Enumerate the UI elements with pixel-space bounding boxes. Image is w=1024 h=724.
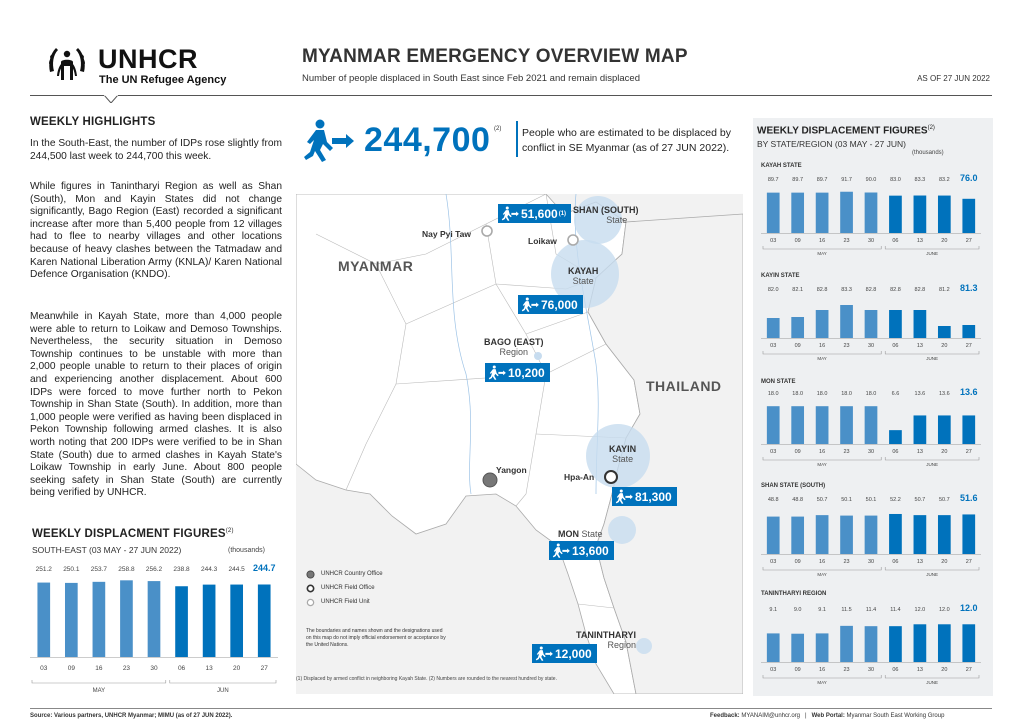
as-of-date: AS OF 27 JUN 2022 (917, 74, 990, 83)
tick-label: 30 (867, 343, 875, 349)
chart-kayah-state (757, 158, 989, 268)
tick-label: 23 (843, 559, 850, 565)
data-label: 83.3 (914, 177, 926, 183)
badge-value-bago-east: 10,200 (508, 365, 545, 380)
data-label: 83.0 (890, 177, 901, 183)
badge-value-mon: 13,600 (572, 543, 609, 558)
town-label-loikaw: Loikaw (528, 236, 557, 246)
data-label: 238.8 (173, 566, 190, 573)
state-figures-title-sup: (2) (927, 125, 935, 131)
bar (840, 516, 853, 554)
data-label: 83.2 (938, 177, 950, 183)
footer-source (30, 713, 232, 719)
data-label: 250.1 (63, 566, 80, 573)
data-label: 256.2 (145, 566, 163, 573)
badge-value-kayah: 76,000 (541, 297, 578, 312)
bar (767, 406, 780, 444)
tick-label: 23 (843, 343, 850, 349)
month-bracket (763, 457, 881, 460)
tick-label: 20 (233, 665, 241, 672)
chart-tanintharyi-region (757, 586, 989, 694)
data-label: 258.8 (118, 566, 135, 573)
bar (914, 415, 927, 444)
tick-label: 06 (892, 238, 899, 244)
data-label: 89.7 (792, 177, 804, 183)
tick-label: 27 (965, 667, 972, 673)
badge-value-tanintharyi: 12,000 (555, 646, 592, 661)
tanintharyi-circle (636, 638, 652, 654)
bar (65, 583, 78, 657)
region-label-bago-east (484, 337, 544, 357)
bar (816, 633, 829, 662)
bar (938, 515, 951, 554)
legend-item-field-office (306, 582, 446, 594)
region-name-kayin: KAYIN (609, 444, 637, 454)
month-bracket (763, 246, 881, 249)
tick-label: 23 (843, 667, 850, 673)
map-legend (306, 568, 446, 610)
displaced-person-icon (521, 297, 539, 312)
town-label-nay-pyi-taw: Nay Pyi Taw (422, 229, 471, 239)
data-label: 13.6 (938, 391, 950, 397)
tick-label: 20 (941, 238, 948, 244)
field-unit-icon (306, 598, 315, 607)
tick-label: 30 (150, 665, 158, 672)
tick-label: 20 (941, 667, 948, 673)
bar (962, 199, 975, 233)
bar (230, 585, 243, 657)
data-label: 76.0 (960, 173, 978, 183)
loikaw-marker (568, 235, 578, 245)
bar (816, 310, 829, 338)
data-label: 13.6 (960, 387, 978, 397)
tick-label: 20 (941, 449, 948, 455)
org-tagline: The UN Refugee Agency (99, 74, 227, 86)
data-label: 18.0 (865, 391, 877, 397)
tick-label: 23 (843, 449, 850, 455)
bar (816, 193, 829, 233)
state-figures-title (757, 125, 935, 136)
data-label: 18.0 (841, 391, 852, 397)
data-label: 83.3 (841, 287, 852, 293)
tick-label: 09 (67, 665, 75, 672)
tick-label: 27 (965, 238, 972, 244)
bar (791, 634, 804, 662)
hpa-an-marker (605, 471, 617, 483)
header-divider (30, 95, 992, 96)
bar (865, 406, 878, 444)
month-label: MAY (92, 688, 106, 694)
bar (816, 515, 829, 554)
tick-label: 09 (794, 667, 801, 673)
bar (865, 516, 878, 554)
month-bracket (763, 675, 881, 678)
bar (938, 326, 951, 338)
tick-label: 09 (794, 238, 801, 244)
tick-label: 20 (941, 343, 948, 349)
region-kind-mon: State (581, 529, 603, 539)
tick-label: 30 (867, 238, 875, 244)
data-label: 6.6 (891, 391, 900, 397)
bar (816, 406, 829, 444)
month-bracket (32, 680, 166, 683)
region-kind-tanintharyi: Region (607, 640, 636, 650)
bar (962, 325, 975, 338)
tick-label: 03 (770, 449, 777, 455)
badge-sup-shan-south: (1) (558, 210, 567, 217)
tick-label: 06 (892, 343, 899, 349)
region-name-kayah: KAYAH (568, 266, 599, 276)
data-label: 82.8 (914, 287, 926, 293)
bar (258, 584, 271, 657)
bar (840, 626, 853, 662)
data-label: 18.0 (792, 391, 804, 397)
data-label: 50.1 (865, 497, 877, 503)
data-label: 11.4 (890, 607, 901, 613)
badge-value-shan-south: 51,600 (521, 206, 558, 221)
bar (962, 514, 975, 554)
tick-label: 30 (867, 559, 875, 565)
tick-label: 16 (95, 665, 103, 672)
data-label: 11.5 (841, 607, 852, 613)
month-label: JUNE (926, 680, 938, 685)
weekly-total-subtitle: SOUTH-EAST (03 MAY - 27 JUN 2022) (32, 545, 182, 555)
chart-title: SHAN STATE (SOUTH) (761, 483, 826, 489)
month-label: JUNE (926, 572, 938, 577)
bar (962, 624, 975, 662)
badge-tanintharyi (532, 644, 597, 663)
month-bracket (885, 675, 979, 678)
month-bracket (885, 457, 979, 460)
data-label: 18.0 (816, 391, 828, 397)
tick-label: 27 (965, 449, 972, 455)
data-label: 244.5 (228, 566, 245, 573)
tick-label: 03 (770, 238, 777, 244)
tick-label: 30 (867, 667, 875, 673)
tick-label: 03 (770, 559, 777, 565)
highlight-paragraph-2: While figures in Tanintharyi Region as well as Shan (South), Mon and Kayin States did not change significantly, Bago Region (East) recorded a significant increase after more than 5,400 people from 12 villages had to flee to nearby villages and other locations because of heavy clashes between the Tatmadaw and Karen National Liberation Army (KNLA)/ Karen National Defence Organisation (KNDO). (30, 181, 282, 281)
bar (914, 310, 927, 338)
bar (93, 582, 106, 657)
month-label: JUN (217, 688, 229, 694)
data-label: 90.0 (865, 177, 877, 183)
page-subtitle: Number of people displaced in South East since Feb 2021 and remain displaced (302, 73, 640, 84)
country-label-thailand: THAILAND (646, 378, 722, 394)
region-name-tanintharyi: TANINTHARYI (576, 630, 636, 640)
data-label: 82.8 (816, 287, 828, 293)
map-disclaimer: The boundaries and names shown and the designations used on this map do not imply official endorsement or acceptance by the United Nations. (306, 628, 446, 648)
bar (938, 415, 951, 444)
country-label-myanmar: MYANMAR (338, 258, 414, 274)
displaced-person-icon (302, 118, 354, 162)
data-label: 48.8 (792, 497, 804, 503)
month-label: MAY (817, 356, 827, 361)
displaced-person-icon (488, 365, 506, 380)
data-label: 82.0 (767, 287, 779, 293)
map-panel[interactable] (296, 194, 743, 694)
data-label: 12.0 (960, 603, 978, 613)
month-bracket (885, 567, 979, 570)
tick-label: 23 (122, 665, 131, 672)
tick-label: 13 (916, 449, 923, 455)
map-footnote: (1) Displaced by armed conflict in neighboring Kayah State. (2) Numbers are rounded to the nearest hundred by state. (296, 676, 557, 682)
bar (889, 310, 902, 338)
bar (791, 406, 804, 444)
data-label: 82.1 (792, 287, 804, 293)
month-bracket (763, 567, 881, 570)
region-kind-kayin: State (612, 454, 634, 464)
data-label: 81.2 (938, 287, 950, 293)
total-displaced-figure: 244,700 (364, 121, 491, 159)
weekly-total-title (32, 528, 234, 540)
data-label: 244.3 (200, 566, 218, 573)
tick-label: 16 (819, 559, 826, 565)
bar (865, 626, 878, 662)
legend-label-field-unit: UNHCR Field Unit (321, 599, 370, 605)
highlights-title: WEEKLY HIGHLIGHTS (30, 116, 156, 128)
bar (148, 581, 161, 657)
tick-label: 27 (965, 343, 972, 349)
data-label: 51.6 (960, 493, 978, 503)
region-label-shan-south (573, 205, 639, 225)
tick-label: 13 (205, 665, 213, 672)
bar (914, 624, 927, 662)
legend-label-field-office: UNHCR Field Office (321, 585, 375, 591)
data-label: 9.1 (818, 607, 826, 613)
data-label: 50.7 (816, 497, 828, 503)
data-label: 50.7 (914, 497, 926, 503)
data-label: 50.1 (841, 497, 852, 503)
month-bracket (763, 351, 881, 354)
badge-mon (549, 541, 614, 560)
footer-portal-link[interactable]: Myanmar South East Working Group (846, 713, 945, 719)
bar (120, 580, 133, 657)
data-label: 11.4 (865, 607, 877, 613)
data-label: 48.8 (767, 497, 779, 503)
data-label: 82.8 (865, 287, 877, 293)
bar (889, 514, 902, 554)
region-label-kayin (609, 444, 636, 464)
tick-label: 06 (892, 667, 899, 673)
tick-label: 13 (916, 559, 923, 565)
data-label: 244.7 (252, 563, 276, 573)
legend-label-country-office: UNHCR Country Office (321, 571, 383, 577)
footer-source-text: Source: Various partners, UNHCR Myanmar; MIMU (as of 27 JUN 2022). (30, 713, 233, 719)
month-label: MAY (817, 572, 827, 577)
tick-label: 06 (177, 665, 186, 672)
data-label: 9.0 (793, 607, 802, 613)
badge-kayin (612, 487, 677, 506)
tick-label: 09 (794, 559, 801, 565)
bar (914, 196, 927, 233)
chart-kayin-state (757, 268, 989, 374)
weekly-total-units: (thousands) (228, 547, 265, 554)
data-label: 89.7 (767, 177, 779, 183)
data-label: 50.7 (938, 497, 950, 503)
country-office-icon (306, 570, 315, 579)
data-label: 12.0 (914, 607, 926, 613)
town-label-yangon: Yangon (496, 465, 527, 475)
chart-title: MON STATE (761, 379, 796, 385)
town-label-hpa-an: Hpa-An (564, 472, 595, 482)
total-displaced-description: People who are estimated to be displaced by conflict in SE Myanmar (as of 27 JUN 2022). (522, 127, 731, 154)
month-label: JUNE (926, 251, 938, 256)
nay-pyi-taw-marker (482, 226, 492, 236)
tick-label: 30 (867, 449, 875, 455)
tick-label: 09 (794, 343, 801, 349)
bar (791, 317, 804, 338)
bar (767, 517, 780, 554)
state-figures-title-text: WEEKLY DISPLACEMENT FIGURES (757, 125, 928, 137)
header-notch-icon (104, 95, 118, 103)
month-bracket (170, 680, 276, 683)
region-label-mon (558, 529, 603, 539)
badge-bago-east (485, 363, 550, 382)
data-label: 9.1 (769, 607, 778, 613)
highlight-paragraph-1: In the South-East, the number of IDPs rose slightly from 244,500 last week to 244,700 this week. (30, 138, 282, 162)
bar (791, 193, 804, 233)
bar (865, 310, 878, 338)
footer-feedback-email[interactable]: MYANAIM@unhcr.org (741, 713, 801, 719)
data-label: 52.2 (890, 497, 901, 503)
bar (889, 196, 902, 233)
tick-label: 13 (916, 343, 923, 349)
region-kind-bago-east: Region (499, 347, 529, 357)
data-label: 18.0 (767, 391, 779, 397)
data-label: 253.7 (90, 566, 108, 573)
footer-feedback-label: Feedback: (710, 713, 740, 719)
org-name: UNHCR (98, 44, 198, 74)
chart-title: KAYIN STATE (761, 273, 800, 279)
legend-item-country-office (306, 568, 446, 580)
page-title: MYANMAR EMERGENCY OVERVIEW MAP (302, 46, 688, 67)
bar (889, 626, 902, 662)
month-label: MAY (817, 680, 827, 685)
region-label-kayah (568, 266, 598, 286)
bar (767, 318, 780, 338)
bar (938, 196, 951, 233)
bar (962, 415, 975, 444)
tick-label: 03 (770, 343, 777, 349)
data-label: 89.7 (816, 177, 828, 183)
badge-value-kayin: 81,300 (635, 489, 672, 504)
displaced-person-icon (501, 206, 519, 221)
footer-divider (30, 708, 992, 709)
region-name-shan-south: SHAN (SOUTH) (573, 205, 639, 215)
bar (767, 193, 780, 233)
bar (767, 633, 780, 662)
region-kind-shan-south: State (606, 215, 628, 225)
footer-portal-label: Web Portal: (811, 713, 845, 719)
chart-shan-state-south (757, 478, 989, 586)
bar (865, 193, 878, 234)
kpi-divider (516, 121, 518, 157)
tick-label: 13 (916, 667, 923, 673)
tick-label: 16 (819, 449, 826, 455)
chart-title: KAYAH STATE (761, 163, 802, 169)
bar (938, 624, 951, 662)
tick-label: 27 (260, 665, 268, 672)
data-label: 91.7 (841, 177, 852, 183)
weekly-total-title-text: WEEKLY DISPLACMENT FIGURES (32, 528, 226, 540)
month-bracket (885, 351, 979, 354)
tick-label: 16 (819, 343, 826, 349)
data-label: 13.6 (914, 391, 926, 397)
unhcr-logo (44, 42, 227, 90)
month-bracket (885, 246, 979, 249)
badge-shan-south (498, 204, 571, 223)
month-label: JUNE (926, 356, 938, 361)
total-displaced-footnote-marker: (2) (494, 126, 502, 132)
bar (840, 406, 853, 444)
field-office-icon (306, 584, 315, 593)
footer-feedback: Feedback: MYANAIM@unhcr.org | Web Portal: Myanmar South East Working Group (710, 713, 945, 719)
yangon-marker (483, 473, 497, 487)
legend-item-field-unit (306, 596, 446, 608)
weekly-total-title-sup: (2) (225, 528, 234, 535)
tick-label: 06 (892, 449, 899, 455)
data-label: 251.2 (35, 566, 52, 573)
tick-label: 03 (770, 667, 777, 673)
displaced-person-icon (552, 543, 570, 558)
displaced-person-icon (615, 489, 633, 504)
bar (203, 585, 216, 657)
bar (791, 517, 804, 554)
weekly-total-chart (28, 543, 284, 703)
tick-label: 03 (40, 665, 48, 672)
bar (37, 583, 50, 657)
tick-label: 27 (965, 559, 972, 565)
chart-title: TANINTHARYI REGION (761, 591, 827, 597)
mon-circle (608, 516, 636, 544)
state-figures-subtitle: BY STATE/REGION (03 MAY - 27 JUN) (757, 139, 906, 149)
highlight-paragraph-3: Meanwhile in Kayah State, more than 4,000 people were able to return to Loikaw and Demoso Townships. Nevertheless, the security situation in Demoso Township continues to be unstable with more than 2,000 people unable to return to their places of origin and experiencing another displacement. About 600 IDPs were forced to move further north to Pekon Township in Shan State (South). In addition, more than 1,000 people were verified as having been displaced in Pekon Township following armed clashes. It is also worth noting that 200 IDPs were verified to be in Shan State (South) due to armed clashes in Kayah State's Loikaw Township in early June. About 800 people seeking safety in Shan State (South) are currently being verified by UNHCR. (30, 311, 282, 499)
bar (914, 515, 927, 554)
data-label: 12.0 (938, 607, 950, 613)
tick-label: 20 (941, 559, 948, 565)
tick-label: 06 (892, 559, 899, 565)
region-kind-kayah: State (572, 276, 594, 286)
region-name-bago-east: BAGO (EAST) (484, 337, 544, 347)
tick-label: 09 (794, 449, 801, 455)
region-name-mon: MON (558, 529, 579, 539)
unhcr-emblem-icon (44, 42, 90, 88)
month-label: JUNE (926, 462, 938, 467)
displaced-person-icon (535, 646, 553, 661)
bar (889, 430, 902, 444)
data-label: 82.8 (890, 287, 901, 293)
tick-label: 16 (819, 667, 826, 673)
tick-label: 16 (819, 238, 826, 244)
tick-label: 23 (843, 238, 850, 244)
state-figures-units: (thousands) (912, 150, 944, 156)
month-label: MAY (817, 251, 827, 256)
badge-kayah (518, 295, 583, 314)
bar (840, 192, 853, 233)
bar (175, 586, 188, 657)
data-label: 81.3 (960, 283, 978, 293)
tick-label: 13 (916, 238, 923, 244)
bar (840, 305, 853, 338)
chart-mon-state (757, 374, 989, 478)
month-label: MAY (817, 462, 827, 467)
